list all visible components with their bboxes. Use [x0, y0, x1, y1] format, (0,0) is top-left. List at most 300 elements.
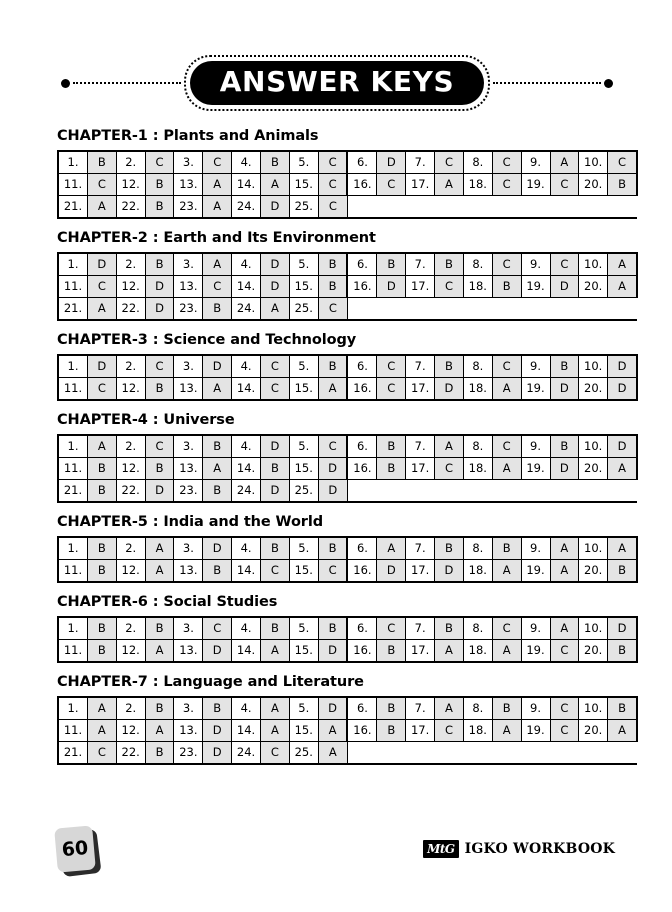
question-number-cell: 5.: [289, 537, 318, 560]
answer-cell: C: [377, 174, 406, 196]
question-number-cell: 3.: [174, 617, 203, 640]
question-number-cell: 5.: [289, 253, 318, 276]
answer-cell: B: [608, 640, 637, 663]
answer-cell: B: [145, 378, 174, 401]
answer-cell: B: [318, 355, 347, 378]
answer-cell: B: [550, 355, 579, 378]
question-number-cell: 9.: [521, 253, 550, 276]
question-number-cell: 2.: [116, 537, 145, 560]
question-number-cell: 22.: [116, 298, 145, 321]
question-number-cell: 20.: [579, 458, 608, 480]
question-number-cell: 7.: [406, 537, 435, 560]
question-number-cell: 6.: [347, 435, 377, 458]
answer-cell: C: [88, 742, 117, 765]
question-number-cell: 9.: [521, 617, 550, 640]
table-row: [58, 617, 637, 640]
chapter-block: [57, 332, 627, 401]
answer-key-table: [57, 434, 638, 503]
answer-cell: C: [435, 151, 464, 174]
answer-cell: C: [550, 640, 579, 663]
answer-cell: D: [261, 435, 290, 458]
answer-cell: C: [608, 151, 637, 174]
answer-cell: A: [608, 458, 637, 480]
answer-cell: B: [145, 174, 174, 196]
question-number-cell: 9.: [521, 435, 550, 458]
answer-cell: A: [318, 378, 347, 401]
answer-cell: C: [492, 435, 521, 458]
answer-cell: C: [88, 378, 117, 401]
chapter-title: CHAPTER-7 : Language and Literature: [57, 674, 364, 690]
question-number-cell: 10.: [579, 697, 608, 720]
question-number-cell: 1.: [58, 617, 88, 640]
question-number-cell: 18.: [463, 174, 492, 196]
answer-cell: C: [88, 276, 117, 298]
question-number-cell: 21.: [58, 480, 88, 503]
question-number-cell: 1.: [58, 151, 88, 174]
question-number-cell: 22.: [116, 480, 145, 503]
answer-cell: A: [88, 298, 117, 321]
answer-cell: C: [492, 355, 521, 378]
answer-cell: A: [145, 720, 174, 742]
answer-cell: C: [492, 617, 521, 640]
question-number-cell: 13.: [174, 458, 203, 480]
question-number-cell: 20.: [579, 640, 608, 663]
question-number-cell: 5.: [289, 151, 318, 174]
question-number-cell: 21.: [58, 742, 88, 765]
table-row: [58, 537, 637, 560]
question-number-cell: 16.: [347, 560, 377, 583]
question-number-cell: 8.: [463, 617, 492, 640]
question-number-cell: 12.: [116, 378, 145, 401]
question-number-cell: 20.: [579, 276, 608, 298]
question-number-cell: 11.: [58, 458, 88, 480]
answer-cell: A: [608, 720, 637, 742]
question-number-cell: 1.: [58, 435, 88, 458]
page-header: [0, 60, 672, 106]
table-row: [58, 720, 637, 742]
answer-cell: B: [377, 697, 406, 720]
answer-cell: D: [203, 742, 232, 765]
question-number-cell: 14.: [232, 458, 261, 480]
page-number-badge: [54, 826, 102, 878]
question-number-cell: 9.: [521, 355, 550, 378]
question-number-cell: 15.: [289, 378, 318, 401]
question-number-cell: 10.: [579, 617, 608, 640]
question-number-cell: 24.: [232, 480, 261, 503]
answer-cell: A: [492, 378, 521, 401]
question-number-cell: 2.: [116, 355, 145, 378]
answer-cell: A: [608, 537, 637, 560]
question-number-cell: 19.: [521, 640, 550, 663]
answer-cell: C: [550, 720, 579, 742]
question-number-cell: 8.: [463, 151, 492, 174]
answer-cell: B: [145, 697, 174, 720]
answer-cell: D: [550, 378, 579, 401]
chapter-block: [57, 674, 626, 765]
question-number-cell: 16.: [347, 378, 377, 401]
answer-cell: B: [435, 617, 464, 640]
answer-cell: B: [608, 560, 637, 583]
question-number-cell: 12.: [116, 276, 145, 298]
table-row: [58, 458, 637, 480]
table-row: [58, 742, 637, 765]
question-number-cell: 5.: [289, 697, 318, 720]
question-number-cell: 1.: [58, 537, 88, 560]
question-number-cell: 13.: [174, 174, 203, 196]
answer-cell: A: [203, 458, 232, 480]
question-number-cell: 17.: [406, 640, 435, 663]
answer-cell: B: [88, 151, 117, 174]
answer-cell: C: [492, 151, 521, 174]
answer-cell: C: [261, 560, 290, 583]
question-number-cell: 19.: [521, 458, 550, 480]
answer-cell: A: [203, 378, 232, 401]
question-number-cell: 9.: [521, 537, 550, 560]
answer-cell: B: [145, 196, 174, 219]
answer-cell: A: [377, 537, 406, 560]
question-number-cell: 3.: [174, 355, 203, 378]
chapter-title: CHAPTER-5 : India and the World: [57, 514, 323, 530]
answer-key-table: [57, 150, 638, 219]
answer-cell: A: [261, 298, 290, 321]
chapter-block: [57, 230, 626, 321]
table-row: [58, 480, 637, 503]
answer-cell: A: [492, 720, 521, 742]
answer-cell: B: [88, 617, 117, 640]
question-number-cell: 14.: [232, 720, 261, 742]
answer-cell: B: [203, 435, 232, 458]
answer-cell: D: [145, 298, 174, 321]
question-number-cell: 11.: [58, 720, 88, 742]
answer-cell: C: [318, 298, 347, 321]
answer-cell: A: [435, 435, 464, 458]
answer-cell: C: [435, 276, 464, 298]
mtg-logo-icon: MtG: [423, 840, 459, 858]
answer-cell: A: [435, 174, 464, 196]
question-number-cell: 17.: [406, 720, 435, 742]
answer-cell: B: [145, 617, 174, 640]
question-number-cell: 12.: [116, 174, 145, 196]
page-footer: [0, 820, 672, 912]
question-number-cell: 2.: [116, 617, 145, 640]
empty-cell: [347, 196, 636, 219]
answer-cell: A: [550, 151, 579, 174]
question-number-cell: 2.: [116, 697, 145, 720]
question-number-cell: 23.: [174, 196, 203, 219]
question-number-cell: 18.: [463, 560, 492, 583]
chapter-block: [57, 594, 627, 663]
question-number-cell: 2.: [116, 435, 145, 458]
chapter-title: CHAPTER-3 : Science and Technology: [57, 332, 357, 348]
question-number-cell: 18.: [463, 458, 492, 480]
question-number-cell: 8.: [463, 697, 492, 720]
question-number-cell: 25.: [289, 298, 318, 321]
question-number-cell: 6.: [347, 355, 377, 378]
answer-cell: D: [608, 378, 637, 401]
answer-cell: A: [145, 560, 174, 583]
question-number-cell: 14.: [232, 378, 261, 401]
table-row: [58, 253, 637, 276]
answer-cell: D: [608, 355, 637, 378]
footer-branding: [423, 840, 615, 858]
answer-cell: C: [377, 617, 406, 640]
question-number-cell: 6.: [347, 617, 377, 640]
answer-cell: B: [377, 458, 406, 480]
answer-key-table: [57, 616, 638, 663]
answer-cell: B: [145, 742, 174, 765]
header-left-dotted-rule: [73, 82, 181, 84]
question-number-cell: 14.: [232, 276, 261, 298]
question-number-cell: 3.: [174, 697, 203, 720]
table-row: [58, 378, 637, 401]
answer-cell: C: [435, 458, 464, 480]
question-number-cell: 11.: [58, 276, 88, 298]
table-row: [58, 435, 637, 458]
answer-cell: A: [492, 458, 521, 480]
answer-cell: B: [377, 720, 406, 742]
question-number-cell: 12.: [116, 560, 145, 583]
question-number-cell: 17.: [406, 378, 435, 401]
question-number-cell: 16.: [347, 720, 377, 742]
answer-cell: B: [261, 458, 290, 480]
question-number-cell: 10.: [579, 435, 608, 458]
answer-cell: B: [608, 697, 637, 720]
question-number-cell: 15.: [289, 640, 318, 663]
answer-cell: B: [377, 640, 406, 663]
question-number-cell: 17.: [406, 174, 435, 196]
answer-key-table: [57, 354, 638, 401]
question-number-cell: 19.: [521, 174, 550, 196]
answer-cell: B: [318, 537, 347, 560]
answer-cell: A: [203, 196, 232, 219]
question-number-cell: 11.: [58, 174, 88, 196]
answer-cell: C: [377, 355, 406, 378]
answer-cell: C: [492, 174, 521, 196]
question-number-cell: 5.: [289, 617, 318, 640]
question-number-cell: 1.: [58, 697, 88, 720]
question-number-cell: 18.: [463, 720, 492, 742]
empty-cell: [347, 480, 636, 503]
chapter-title: CHAPTER-1 : Plants and Animals: [57, 128, 319, 144]
answer-cell: C: [145, 435, 174, 458]
question-number-cell: 4.: [232, 253, 261, 276]
question-number-cell: 15.: [289, 560, 318, 583]
answer-cell: C: [261, 355, 290, 378]
answer-cell: C: [318, 174, 347, 196]
question-number-cell: 23.: [174, 480, 203, 503]
question-number-cell: 25.: [289, 196, 318, 219]
question-number-cell: 24.: [232, 196, 261, 219]
answer-cell: B: [203, 298, 232, 321]
question-number-cell: 4.: [232, 617, 261, 640]
question-number-cell: 7.: [406, 253, 435, 276]
question-number-cell: 4.: [232, 355, 261, 378]
question-number-cell: 3.: [174, 537, 203, 560]
answer-cell: C: [550, 174, 579, 196]
question-number-cell: 10.: [579, 151, 608, 174]
question-number-cell: 10.: [579, 253, 608, 276]
table-row: [58, 355, 637, 378]
answer-cell: A: [318, 720, 347, 742]
answer-cell: D: [145, 276, 174, 298]
answer-cell: C: [318, 196, 347, 219]
question-number-cell: 13.: [174, 560, 203, 583]
question-number-cell: 13.: [174, 378, 203, 401]
question-number-cell: 7.: [406, 151, 435, 174]
answer-key-table: [57, 696, 638, 765]
question-number-cell: 11.: [58, 378, 88, 401]
chapter-block: [57, 514, 626, 583]
answer-cell: D: [145, 480, 174, 503]
question-number-cell: 7.: [406, 355, 435, 378]
answer-cell: A: [88, 196, 117, 219]
answer-cell: B: [203, 697, 232, 720]
answer-cell: B: [492, 697, 521, 720]
question-number-cell: 1.: [58, 355, 88, 378]
answer-cell: D: [203, 720, 232, 742]
question-number-cell: 6.: [347, 151, 377, 174]
answer-cell: D: [377, 560, 406, 583]
answer-cell: A: [608, 253, 637, 276]
question-number-cell: 23.: [174, 298, 203, 321]
answer-cell: D: [318, 640, 347, 663]
table-row: [58, 298, 637, 321]
answer-cell: B: [145, 458, 174, 480]
answer-cell: A: [261, 640, 290, 663]
answer-cell: B: [88, 560, 117, 583]
answer-cell: D: [318, 458, 347, 480]
answer-cell: D: [435, 560, 464, 583]
question-number-cell: 8.: [463, 537, 492, 560]
chapters-container: [57, 128, 627, 776]
question-number-cell: 4.: [232, 537, 261, 560]
question-number-cell: 11.: [58, 560, 88, 583]
answer-cell: D: [550, 276, 579, 298]
question-number-cell: 15.: [289, 458, 318, 480]
empty-cell: [347, 742, 636, 765]
answer-cell: A: [550, 617, 579, 640]
question-number-cell: 17.: [406, 458, 435, 480]
question-number-cell: 19.: [521, 378, 550, 401]
question-number-cell: 18.: [463, 276, 492, 298]
question-number-cell: 18.: [463, 378, 492, 401]
question-number-cell: 15.: [289, 174, 318, 196]
question-number-cell: 14.: [232, 560, 261, 583]
question-number-cell: 8.: [463, 355, 492, 378]
chapter-block: [57, 412, 627, 503]
answer-cell: D: [88, 253, 117, 276]
question-number-cell: 3.: [174, 253, 203, 276]
question-number-cell: 7.: [406, 435, 435, 458]
question-number-cell: 22.: [116, 742, 145, 765]
answer-cell: C: [261, 378, 290, 401]
page-title: ANSWER KEYS: [190, 61, 484, 105]
answer-cell: A: [145, 640, 174, 663]
answer-cell: C: [550, 697, 579, 720]
question-number-cell: 4.: [232, 435, 261, 458]
question-number-cell: 19.: [521, 720, 550, 742]
question-number-cell: 8.: [463, 435, 492, 458]
answer-cell: D: [435, 378, 464, 401]
answer-cell: C: [88, 174, 117, 196]
question-number-cell: 16.: [347, 174, 377, 196]
table-row: [58, 697, 637, 720]
question-number-cell: 6.: [347, 253, 377, 276]
answer-cell: B: [145, 253, 174, 276]
answer-cell: D: [88, 355, 117, 378]
answer-cell: B: [377, 435, 406, 458]
answer-cell: C: [203, 151, 232, 174]
answer-cell: A: [261, 174, 290, 196]
question-number-cell: 6.: [347, 697, 377, 720]
answer-cell: C: [550, 253, 579, 276]
answer-cell: D: [203, 355, 232, 378]
question-number-cell: 2.: [116, 151, 145, 174]
answer-cell: B: [377, 253, 406, 276]
question-number-cell: 7.: [406, 617, 435, 640]
question-number-cell: 17.: [406, 276, 435, 298]
answer-cell: B: [318, 276, 347, 298]
answer-cell: A: [608, 276, 637, 298]
answer-cell: D: [318, 697, 347, 720]
answer-cell: B: [88, 458, 117, 480]
answer-cell: A: [492, 640, 521, 663]
question-number-cell: 13.: [174, 640, 203, 663]
answer-cell: D: [203, 537, 232, 560]
answer-cell: C: [261, 742, 290, 765]
answer-cell: A: [261, 720, 290, 742]
question-number-cell: 24.: [232, 742, 261, 765]
question-number-cell: 3.: [174, 435, 203, 458]
question-number-cell: 7.: [406, 697, 435, 720]
answer-cell: B: [318, 253, 347, 276]
chapter-title: CHAPTER-6 : Social Studies: [57, 594, 278, 610]
answer-cell: D: [261, 196, 290, 219]
question-number-cell: 16.: [347, 640, 377, 663]
table-row: [58, 174, 637, 196]
question-number-cell: 13.: [174, 720, 203, 742]
question-number-cell: 15.: [289, 720, 318, 742]
answer-cell: B: [261, 537, 290, 560]
question-number-cell: 5.: [289, 435, 318, 458]
answer-cell: A: [203, 174, 232, 196]
question-number-cell: 18.: [463, 640, 492, 663]
question-number-cell: 17.: [406, 560, 435, 583]
answer-cell: D: [550, 458, 579, 480]
question-number-cell: 12.: [116, 640, 145, 663]
answer-cell: B: [608, 174, 637, 196]
table-row: [58, 196, 637, 219]
answer-cell: A: [492, 560, 521, 583]
answer-cell: A: [261, 697, 290, 720]
answer-cell: D: [377, 276, 406, 298]
question-number-cell: 21.: [58, 298, 88, 321]
question-number-cell: 13.: [174, 276, 203, 298]
table-row: [58, 640, 637, 663]
answer-cell: C: [203, 617, 232, 640]
answer-cell: C: [435, 720, 464, 742]
empty-cell: [347, 298, 636, 321]
answer-cell: A: [203, 253, 232, 276]
answer-cell: C: [318, 151, 347, 174]
answer-cell: A: [550, 537, 579, 560]
question-number-cell: 23.: [174, 742, 203, 765]
answer-cell: D: [261, 480, 290, 503]
footer-brand-text: IGKO WORKBOOK: [464, 841, 615, 857]
question-number-cell: 10.: [579, 537, 608, 560]
answer-cell: A: [88, 435, 117, 458]
question-number-cell: 16.: [347, 458, 377, 480]
